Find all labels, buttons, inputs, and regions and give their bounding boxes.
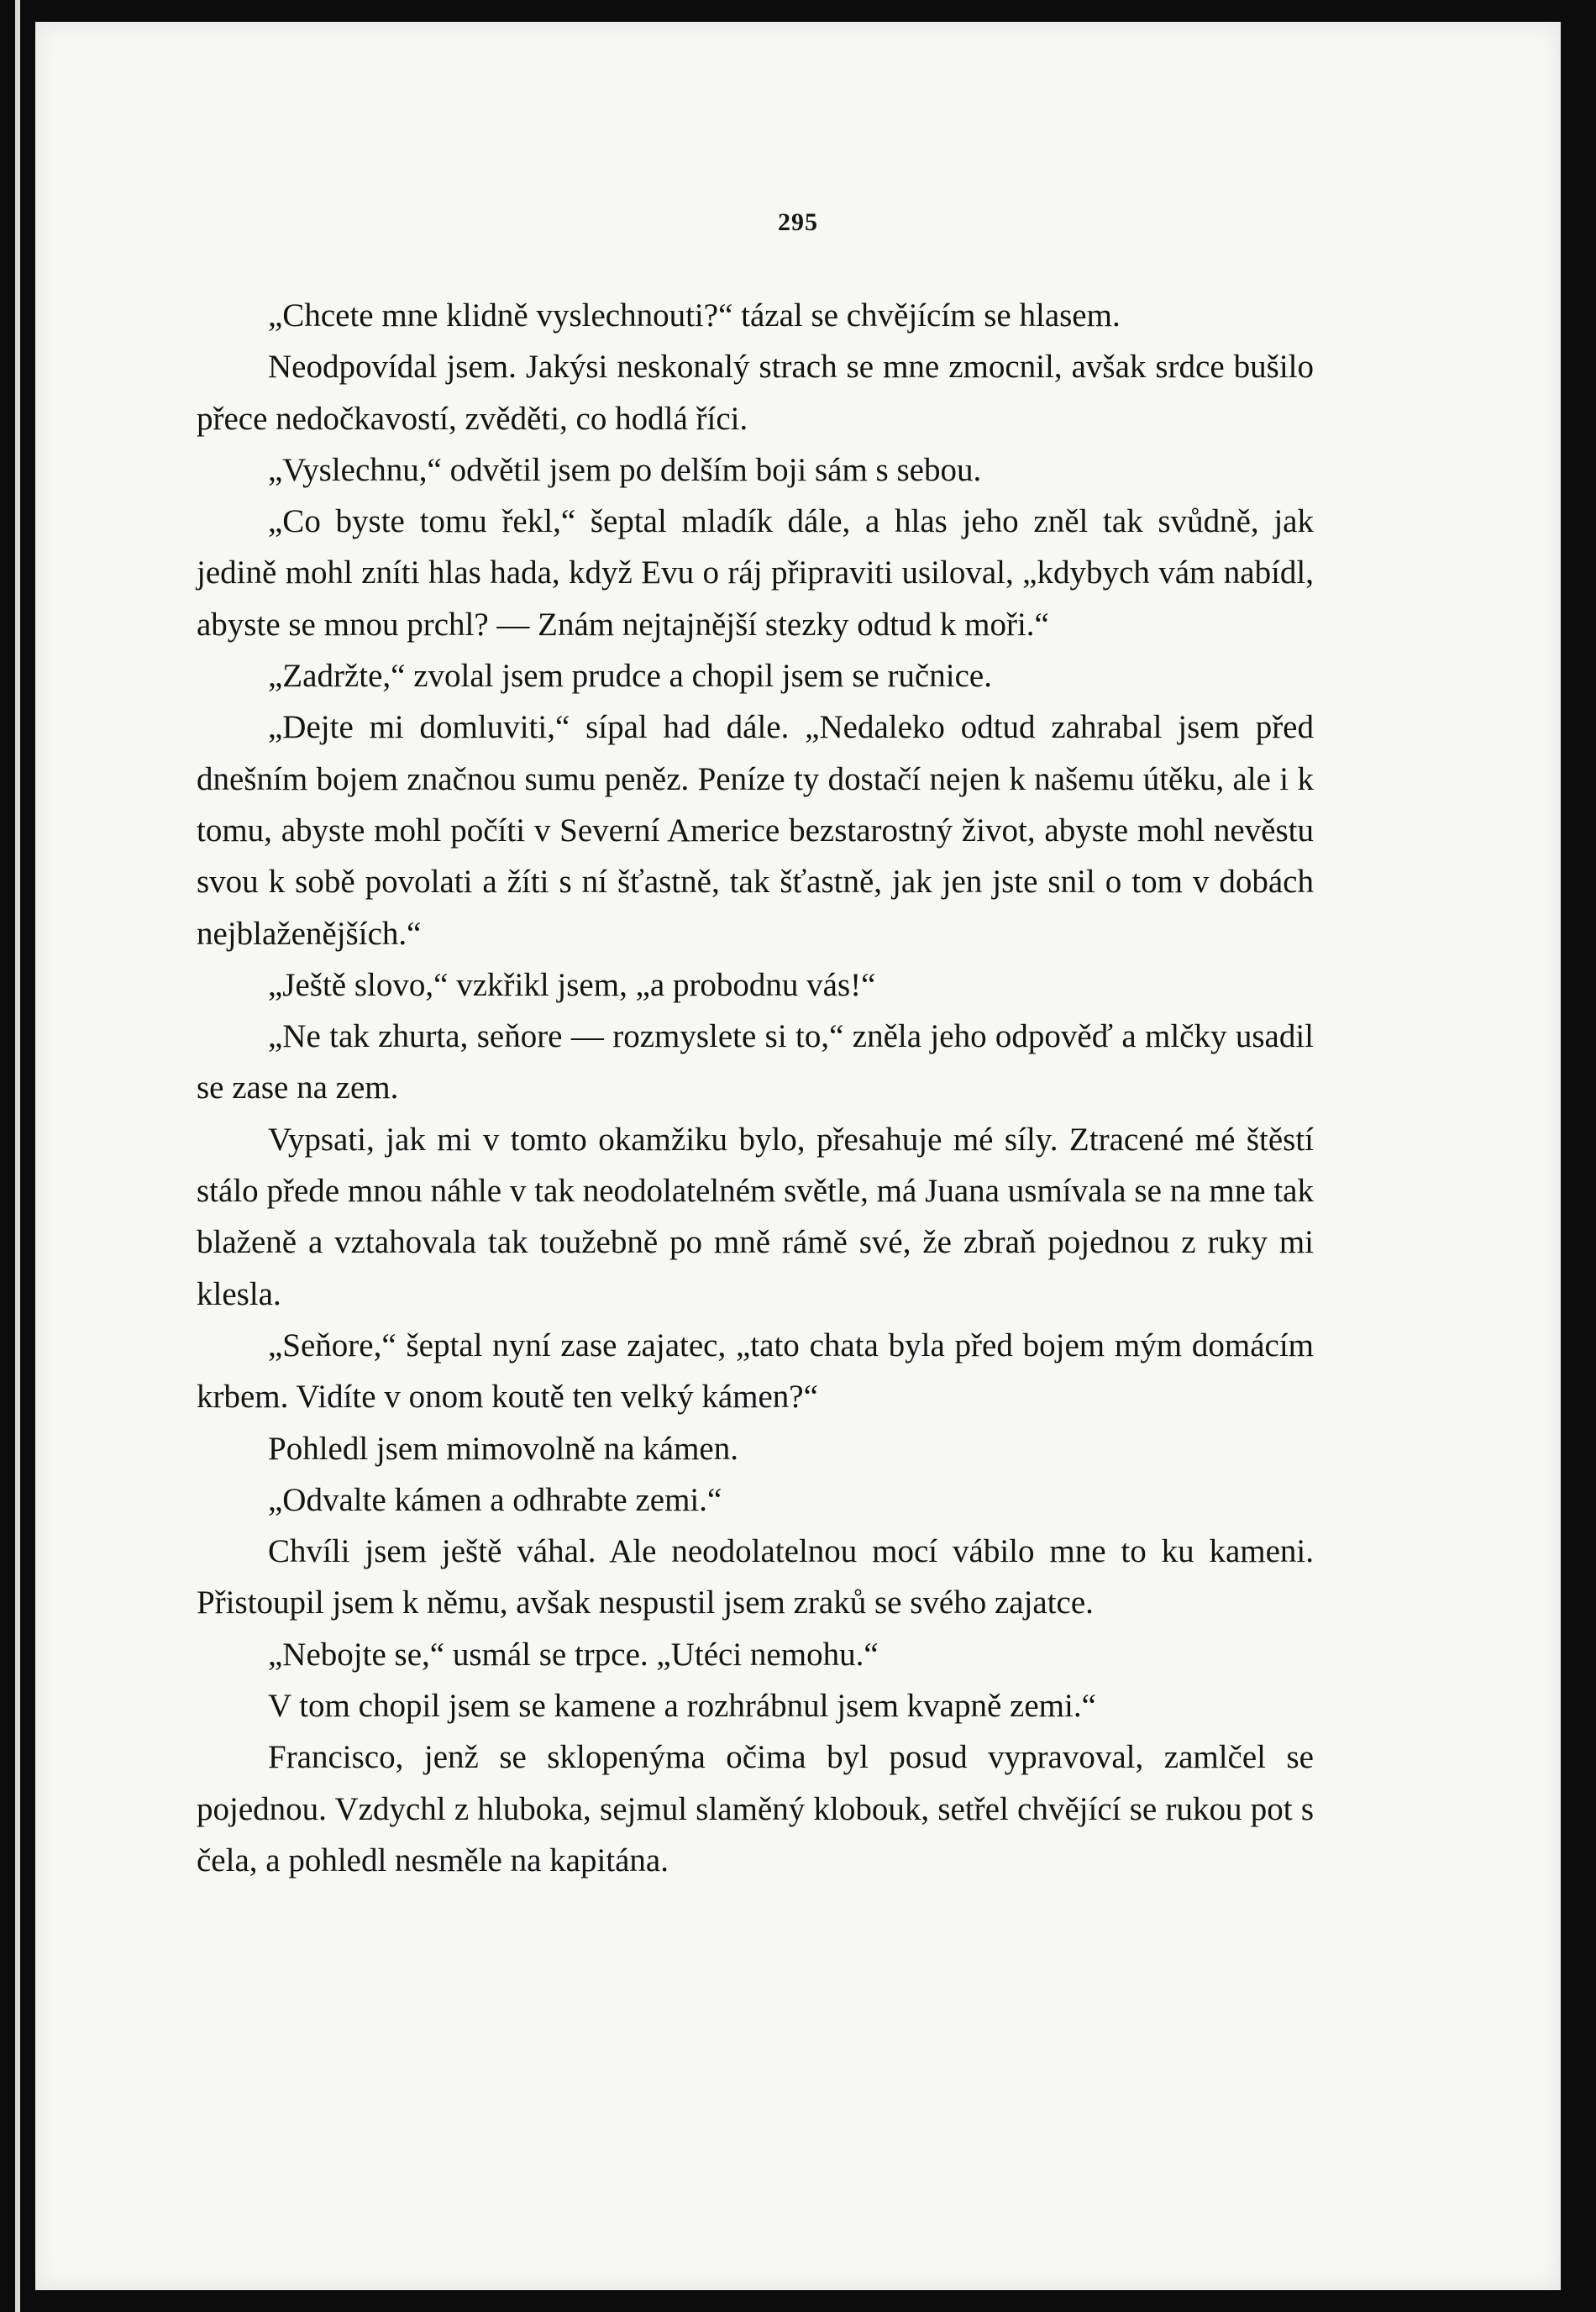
scan-edge: [15, 0, 20, 2312]
paragraph: „Dejte mi domluviti,“ sípal had dále. „Nedaleko odtud zahrabal jsem před dnešním bojem značnou sumu peněz. Peníze ty dostačí nejen k našemu útěku, ale i k tomu, abyste mohl počíti v Severní Americe bezstarostný život, abyste mohl nevěstu svou k sobě povolati a žíti s ní šťastně, tak šťastně, jak jen jste snil o tom v dobách nejblaženějších.“: [197, 709, 1314, 952]
paragraph: „Ještě slovo,“ vzkřikl jsem, „a probodnu vás!“: [268, 966, 876, 1003]
paragraph: „Co byste tomu řekl,“ šeptal mladík dále, a hlas jeho zněl tak svůdně, jak jedině mohl zníti hlas hada, když Evu o ráj připraviti usiloval, „kdybych vám nabídl, abyste se mnou prchl? — Znám nejtajnější stezky odtud k moři.“: [197, 503, 1314, 643]
paragraph: Neodpovídal jsem. Jakýsi neskonalý strach se mne zmocnil, avšak srdce bušilo přece nedočkavostí, zvěděti, co hodlá říci.: [197, 349, 1314, 437]
paragraph: „Seňore,“ šeptal nyní zase zajatec, „tato chata byla před bojem mým domácím krbem. Vidíte v onom koutě ten velký kámen?“: [197, 1327, 1314, 1416]
paragraph: V tom chopil jsem se kamene a rozhrábnul jsem kvapně zemi.“: [268, 1688, 1096, 1725]
paragraph: „Zadržte,“ zvolal jsem prudce a chopil jsem se ručnice.: [268, 658, 992, 695]
page-number: 295: [778, 208, 818, 236]
paragraph: Chvíli jsem ještě váhal. Ale neodolatelnou mocí vábilo mne to ku kameni. Přistoupil jsem k němu, avšak nespustil jsem zraků se svého zajatce.: [197, 1533, 1314, 1621]
paragraph: Vypsati, jak mi v tomto okamžiku bylo, přesahuje mé síly. Ztracené mé štěstí stálo přede mnou náhle v tak neodolatelném světle, má Juana usmívala se na mne tak blaženě a vztahovala tak toužebně po mně rámě své, že zbraň pojednou z ruky mi klesla.: [197, 1121, 1314, 1312]
paragraph: Pohledl jsem mimovolně na kámen.: [268, 1430, 738, 1467]
paragraph: „Odvalte kámen a odhrabte zemi.“: [268, 1481, 722, 1518]
paragraph: „Vyslechnu,“ odvětil jsem po delším boji sám s sebou.: [268, 451, 982, 488]
paragraph: „Ne tak zhurta, seňore — rozmyslete si to,“ zněla jeho odpověď a mlčky usadil se zase na zem.: [197, 1018, 1314, 1106]
paragraph: „Nebojte se,“ usmál se trpce. „Utéci nemohu.“: [268, 1636, 879, 1673]
paragraph: „Chcete mne klidně vyslechnouti?“ tázal se chvějícím se hlasem.: [268, 297, 1121, 334]
body-text: [197, 290, 1314, 1886]
paragraph: Francisco, jenž se sklopenýma očima byl posud vypravoval, zamlčel se pojednou. Vzdychl z hluboka, sejmul slaměný klobouk, setřel chvějící se rukou pot s čela, a pohledl nesměle na kapitána.: [197, 1739, 1314, 1878]
